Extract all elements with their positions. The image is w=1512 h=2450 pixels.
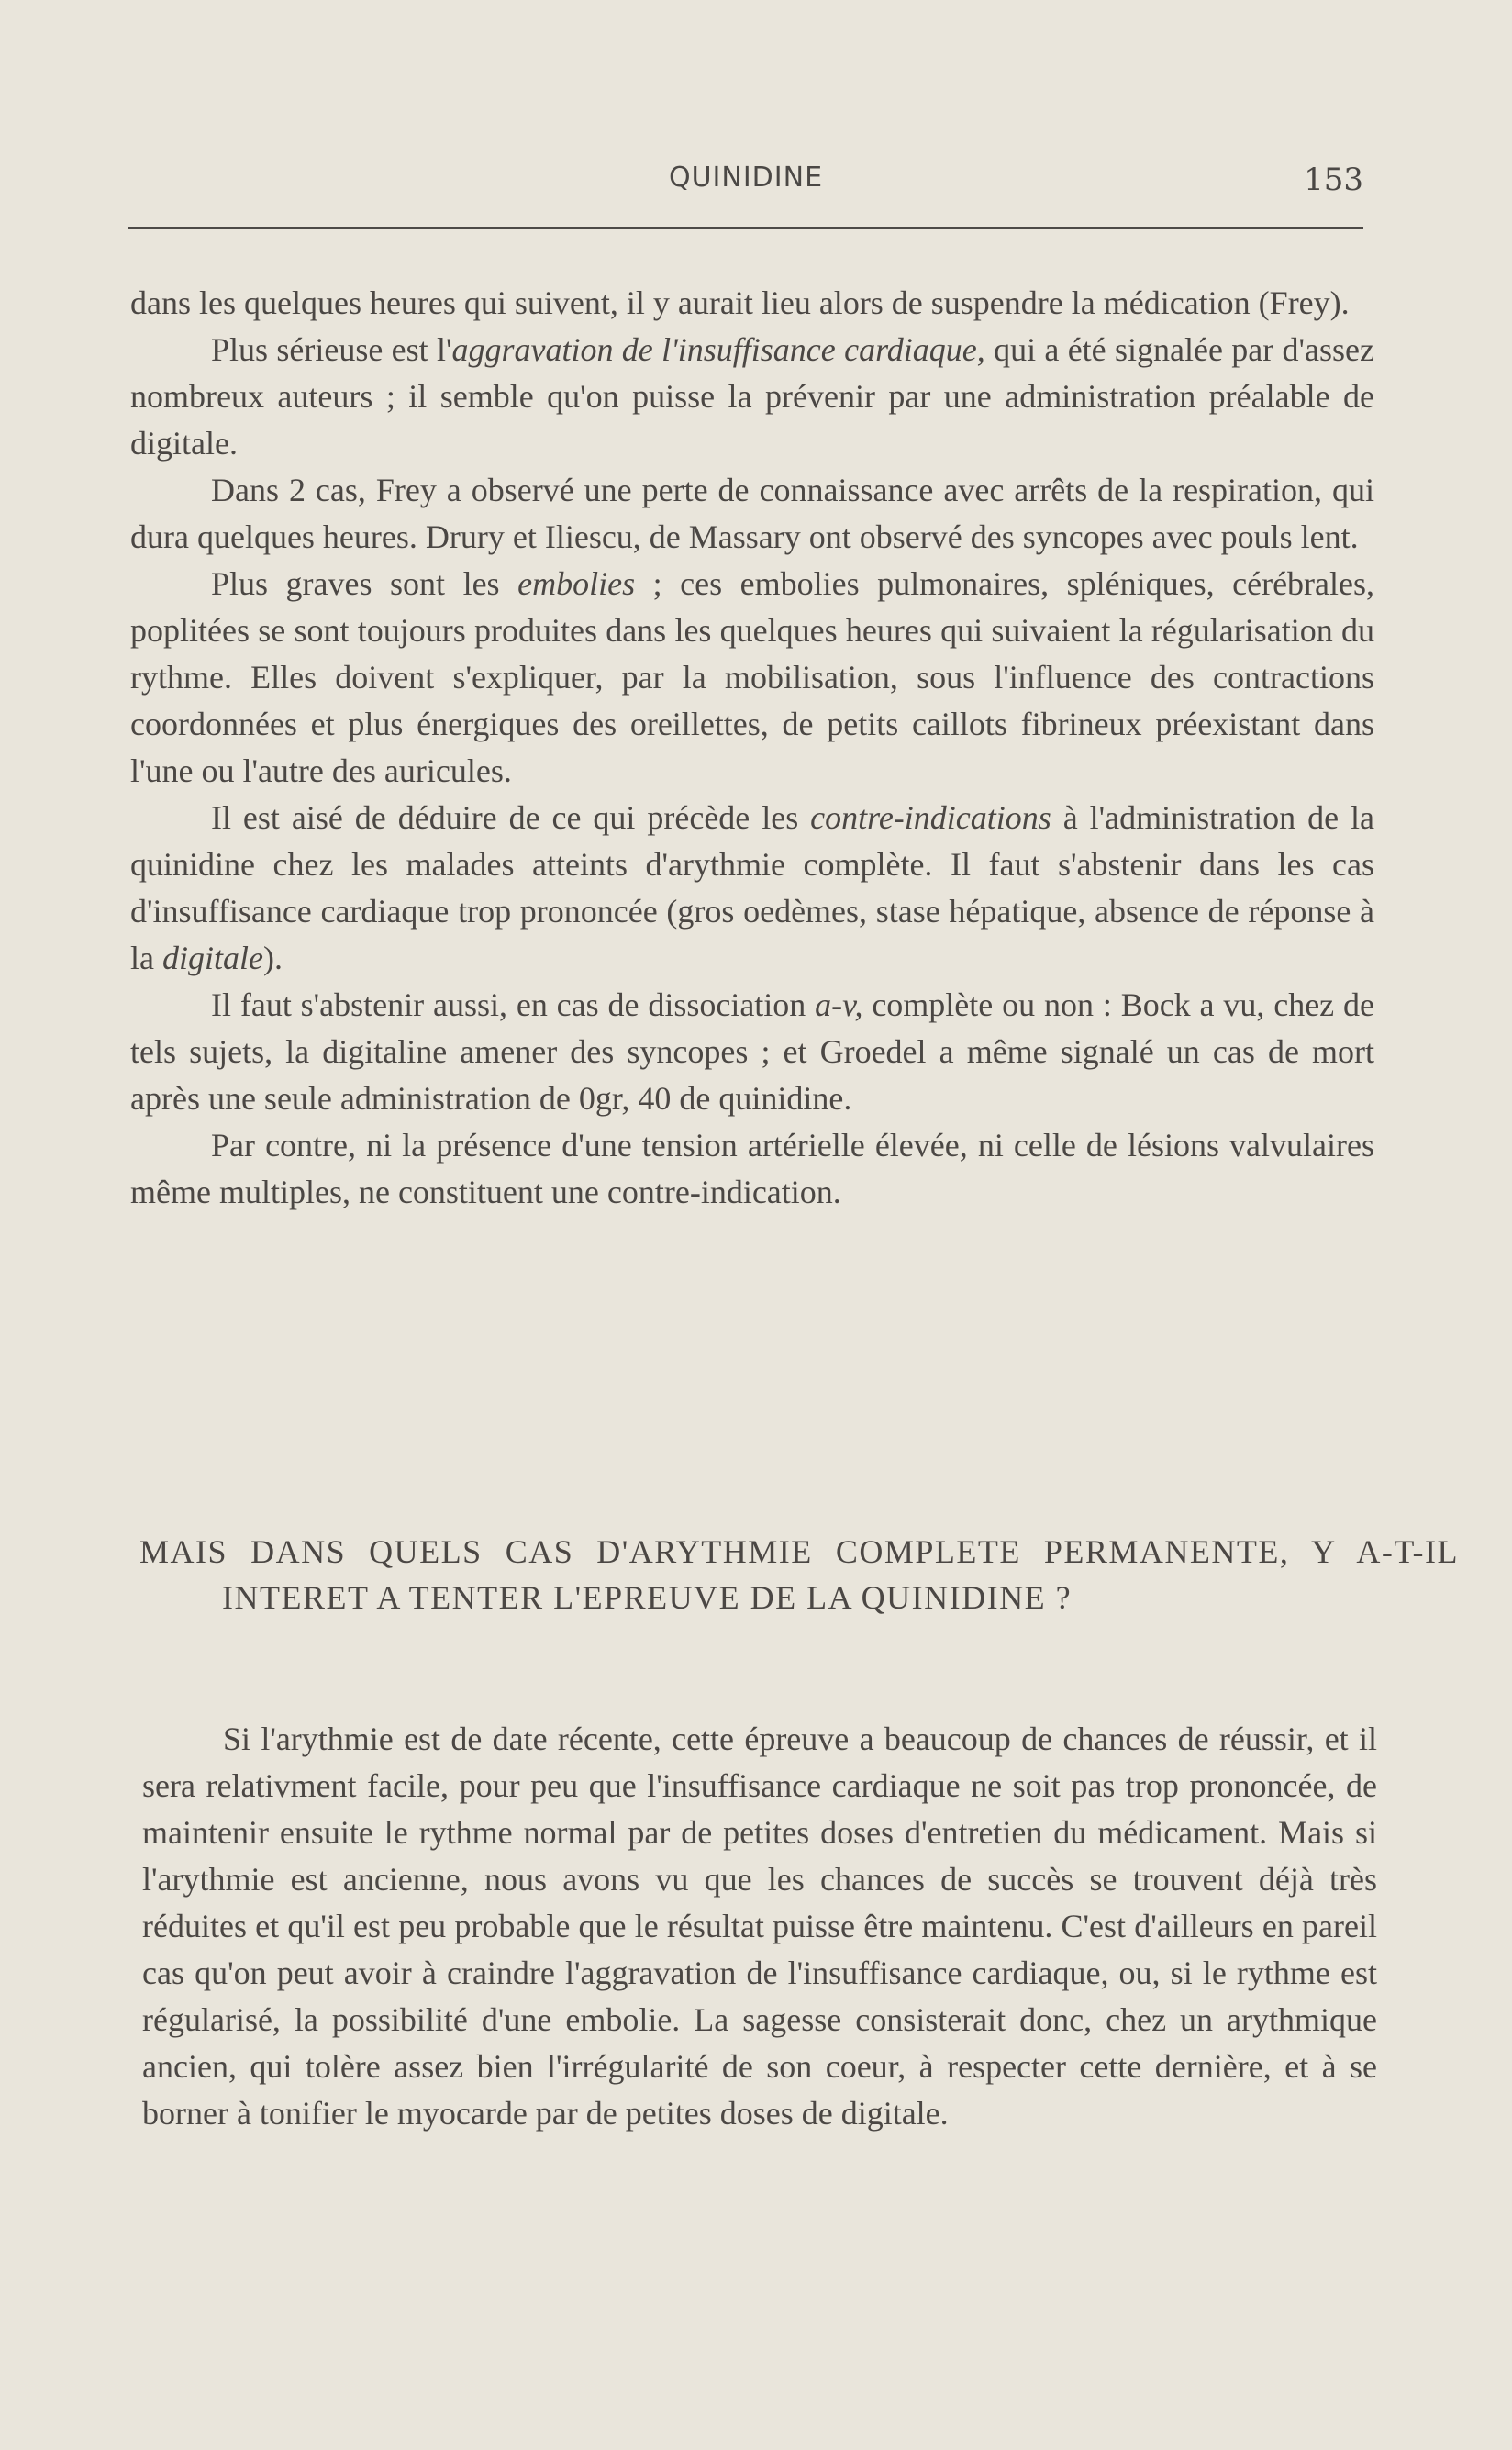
header-rule	[128, 227, 1363, 229]
paragraph	[130, 467, 1374, 561]
section-heading: MAIS DANS QUELS CAS D'ARYTHMIE COMPLETE PERMANENTE, Y A-T-IL INTERET A TENTER L'EPREUVE DE LA QUINIDINE ?	[139, 1533, 1459, 1616]
paragraph-text: Plus sérieuse est l'	[211, 331, 452, 368]
italic-text: digitale	[161, 940, 263, 976]
italic-text: embolies	[517, 565, 636, 602]
paragraph-text: complète ou non : Bock a vu, chez de tels sujets, la digitaline amener des syncopes ; et Groedel a même signalé un cas de mort après une seule administration de 0gr, 40 de quinidine.	[130, 986, 1374, 1117]
paragraph-text: Il est aisé de déduire de ce qui précède les	[211, 799, 811, 836]
paragraph-text: Par contre, ni la présence d'une tension artérielle élevée, ni celle de lésions valvulaires même multiples, ne constituent une contre-indication.	[130, 1127, 1374, 1210]
paragraph-text: dans les quelques heures qui suivent, il y aurait lieu alors de suspendre la médication (Frey).	[130, 284, 1350, 321]
italic-text: contre-indications	[810, 799, 1051, 836]
paragraph	[130, 795, 1374, 982]
paragraph	[130, 327, 1374, 467]
paragraph	[130, 982, 1374, 1122]
paragraph	[130, 561, 1374, 795]
body-text	[130, 280, 1374, 1216]
running-title: QUINIDINE	[668, 161, 824, 194]
italic-text: a-v,	[815, 986, 863, 1023]
paragraph	[130, 1122, 1374, 1216]
paragraph-text: Il faut s'abstenir aussi, en cas de dissociation	[211, 986, 816, 1023]
section-body	[142, 1716, 1377, 2137]
paragraph-text: Dans 2 cas, Frey a observé une perte de connaissance avec arrêts de la respiration, qui dura quelques heures. Drury et Iliescu, de Massary ont observé des syncopes avec pouls lent.	[130, 472, 1374, 555]
paragraph-text: Plus graves sont les	[211, 565, 518, 602]
paragraph-text: ).	[262, 940, 283, 976]
paragraph	[130, 280, 1374, 327]
paragraph-text: à l'administration de la quinidine chez les malades atteints d'arythmie complète. Il faut s'abstenir dans les cas d'insuffisance cardiaque trop prononcée (gros oedèmes, stase hépatique, absence de réponse à la	[130, 799, 1374, 976]
section-paragraph: Si l'arythmie est de date récente, cette épreuve a beaucoup de chances de réussir, et il sera relativment facile, pour peu que l'insuffisance cardiaque ne soit pas trop prononcée, de maintenir ensuite le rythme normal par de petites doses d'entretien du médicament. Mais si l'arythmie est ancienne, nous avons vu que les chances de succès se trouvent déjà très réduites et qu'il est peu probable que le résultat puisse être maintenu. C'est d'ailleurs en pareil cas qu'on peut avoir à craindre l'aggravation de l'insuffisance cardiaque, ou, si le rythme est régularisé, la possibilité d'une embolie. La sagesse consisterait donc, chez un arythmique ancien, qui tolère assez bien l'irrégularité de son coeur, à respecter cette dernière, et à se borner à tonifier le myocarde par de petites doses de digitale.	[142, 1721, 1377, 2132]
running-head	[128, 161, 1363, 198]
paragraph-text: qui a été signalée par d'assez nombreux auteurs ; il semble qu'on puisse la prévenir par une administration préalable de digitale.	[130, 331, 1374, 462]
page-number: 153	[1304, 161, 1363, 198]
italic-text: aggravation de l'insuffisance cardiaque,	[451, 331, 985, 368]
paragraph-text: ; ces embolies pulmonaires, spléniques, cérébrales, poplitées se sont toujours produites dans les quelques heures qui suivaient la régularisation du rythme. Elles doivent s'expliquer, par la mobilisation, sous l'influence des contractions coordonnées et plus énergiques des oreillettes, de petits caillots fibrineux préexistant dans l'une ou l'autre des auricules.	[130, 565, 1375, 789]
